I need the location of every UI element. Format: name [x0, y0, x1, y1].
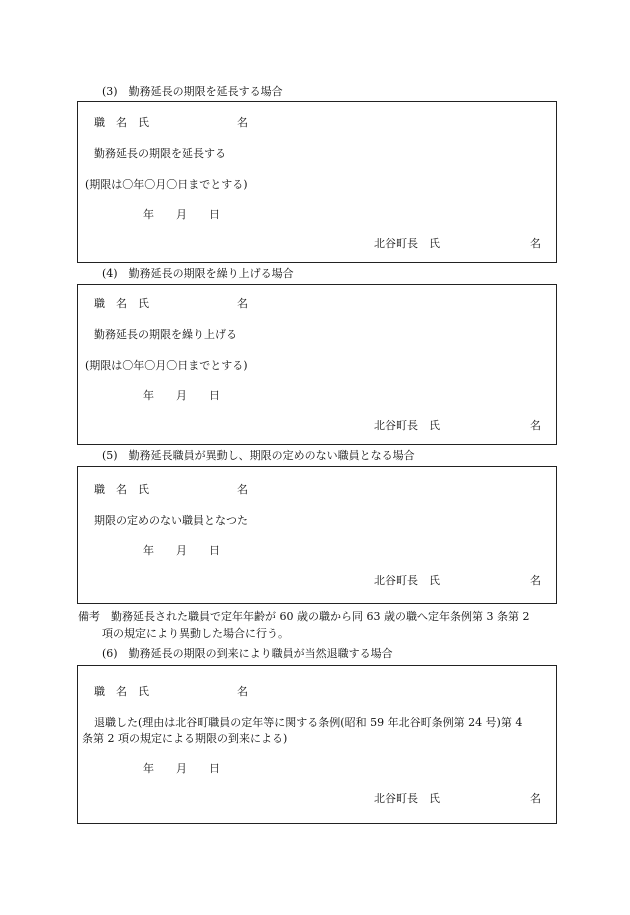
date-line: 年 月 日	[143, 762, 220, 775]
date-line: 年 月 日	[143, 389, 220, 402]
signer-mei-label: 名	[530, 419, 541, 432]
note-line-1: 備考 勤務延長された職員で定年年齢が 60 歳の職から同 63 歳の職へ定年条例第 3 条第 2	[78, 610, 530, 623]
section-4-heading: (4) 勤務延長の期限を繰り上げる場合	[102, 267, 294, 280]
statement-text: 勤務延長の期限を繰り上げる	[94, 328, 237, 341]
date-line: 年 月 日	[143, 544, 220, 557]
deadline-text: (期限は〇年〇月〇日までとする)	[85, 359, 248, 372]
section-6-heading: (6) 勤務延長の期限の到来により職員が当然退職する場合	[102, 647, 393, 660]
date-line: 年 月 日	[143, 208, 220, 221]
deadline-text: (期限は〇年〇月〇日までとする)	[85, 178, 248, 191]
shokumei-label: 職 名 氏	[94, 685, 149, 698]
form-box-3	[77, 101, 557, 263]
statement-text: 勤務延長の期限を延長する	[94, 147, 226, 160]
mei-label: 名	[237, 297, 248, 310]
signer-label: 北谷町長 氏	[374, 419, 440, 432]
shokumei-label: 職 名 氏	[94, 297, 149, 310]
form-box-6	[77, 665, 557, 824]
form-box-4	[77, 284, 557, 445]
statement-text: 期限の定めのない職員となつた	[94, 514, 248, 527]
mei-label: 名	[237, 685, 248, 698]
statement-text: 退職した(理由は北谷町職員の定年等に関する条例(昭和 59 年北谷町条例第 24 号)第 4	[94, 716, 523, 729]
signer-mei-label: 名	[530, 574, 541, 587]
form-box-5	[77, 466, 557, 604]
mei-label: 名	[237, 116, 248, 129]
signer-mei-label: 名	[530, 237, 541, 250]
section-3-heading: (3) 勤務延長の期限を延長する場合	[102, 85, 283, 98]
shokumei-label: 職 名 氏	[94, 116, 149, 129]
shokumei-label: 職 名 氏	[94, 483, 149, 496]
statement-text-cont: 条第 2 項の規定による期限の到来による)	[82, 732, 288, 745]
note-line-2: 項の規定により異動した場合に行う。	[102, 627, 289, 640]
signer-label: 北谷町長 氏	[374, 574, 440, 587]
signer-label: 北谷町長 氏	[374, 792, 440, 805]
mei-label: 名	[237, 483, 248, 496]
section-5-heading: (5) 勤務延長職員が異動し、期限の定めのない職員となる場合	[102, 449, 415, 462]
signer-mei-label: 名	[530, 792, 541, 805]
signer-label: 北谷町長 氏	[374, 237, 440, 250]
